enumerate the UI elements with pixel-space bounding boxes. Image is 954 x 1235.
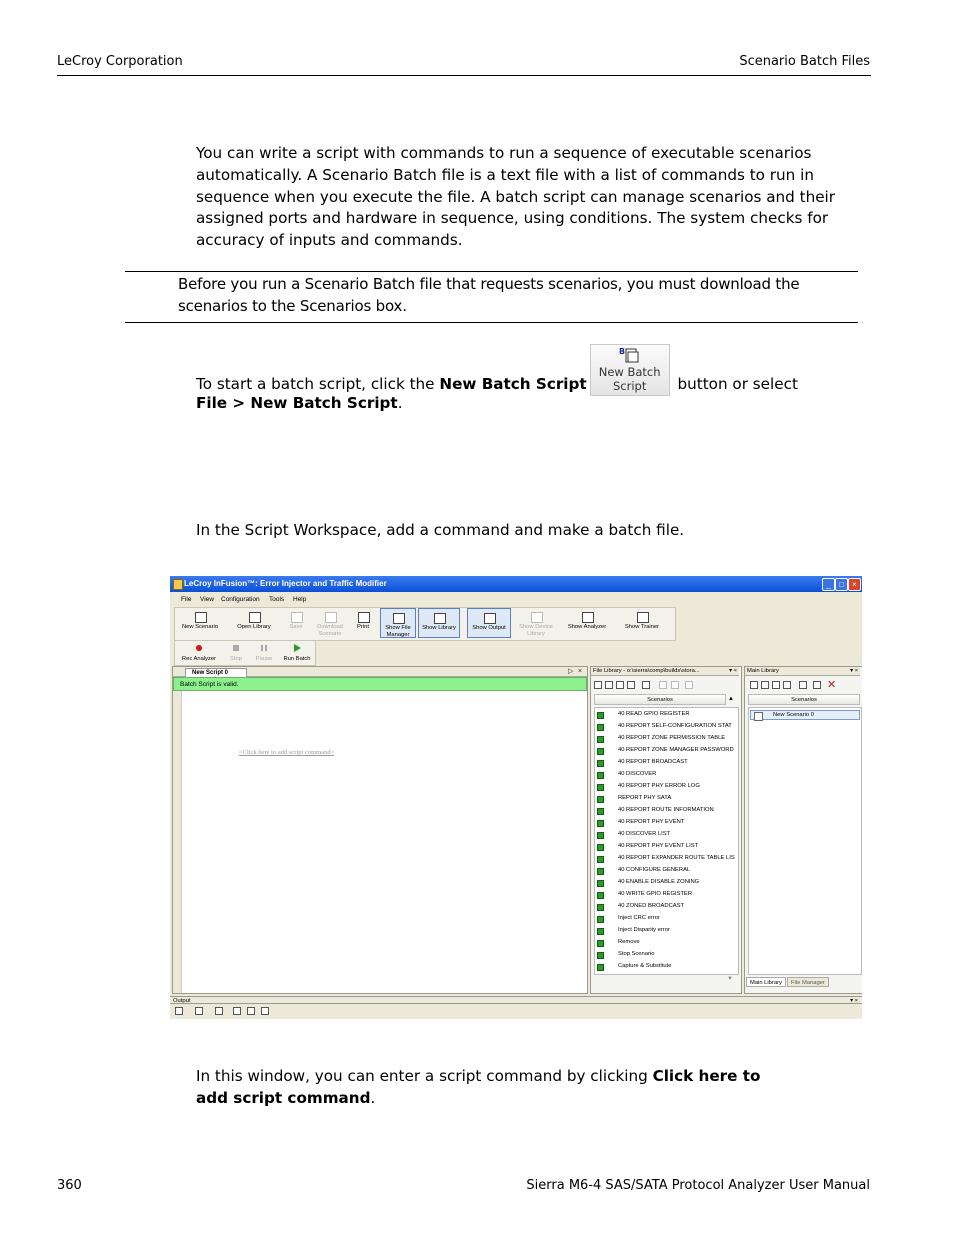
scroll-down-icon[interactable]: ▼: [727, 976, 733, 982]
scenario-icon: [597, 808, 604, 815]
main-library-close-icon[interactable]: ▾ ×: [850, 668, 858, 674]
save-icon[interactable]: [175, 1007, 183, 1015]
filter-icon[interactable]: [215, 1007, 223, 1015]
device-library-icon: [531, 612, 543, 623]
show-trainer-button[interactable]: [619, 608, 665, 638]
output-toolbar: [170, 1005, 862, 1017]
script-tab-row: [173, 667, 587, 677]
save-icon[interactable]: [605, 681, 613, 689]
new-scenario-icon: [195, 612, 207, 623]
tool-label: Rec Analyzer: [181, 656, 217, 662]
scenario-label: 40 REPORT ZONE MANAGER PASSWORD: [618, 747, 734, 753]
script-workspace: [172, 666, 588, 994]
print-button[interactable]: [351, 608, 375, 638]
tool-label: Show Library: [422, 625, 456, 631]
output-icon: [484, 613, 496, 624]
app-screenshot: [170, 576, 862, 1024]
copy-icon[interactable]: [813, 681, 821, 689]
tab-file-manager[interactable]: File Manager: [787, 977, 829, 987]
workspace-instruction: In the Script Workspace, add a command and make a batch file.: [196, 521, 685, 539]
scenario-label: 40 DISCOVER LIST: [618, 831, 671, 837]
tool-label: Show Output: [472, 625, 506, 631]
scenario-icon: [597, 964, 604, 971]
download-scenario-button[interactable]: [313, 608, 347, 638]
new-batch-script-button-image: [590, 344, 670, 396]
scenario-label: 40 REPORT SELF-CONFIGURATION STAT: [618, 723, 732, 729]
properties-icon[interactable]: [799, 681, 807, 689]
file-library-close-icon[interactable]: ▾ ×: [729, 668, 737, 674]
button-label-line2: Script: [612, 379, 647, 393]
scenario-list-item[interactable]: [595, 889, 738, 901]
scenario-label: 40 REPORT EXPANDER ROUTE TABLE LIS: [618, 855, 735, 861]
scenario-label: 40 ENABLE DISABLE ZONING: [618, 879, 700, 885]
play-icon: [294, 644, 301, 652]
start-button-name: New Batch Script: [439, 375, 587, 394]
tool-label: Run Batch: [283, 656, 311, 662]
stop-icon: [233, 645, 239, 651]
intro-paragraph: You can write a script with commands to run a sequence of executable scenarios automatically. A Scenario Batch file is a text file with a list of commands to run in sequence when you execute the file. A batch script can manage scenarios and their assigned ports and hardware in sequence, using conditions. The system checks for accuracy of inputs and commands.: [196, 144, 836, 250]
print-icon[interactable]: [195, 1007, 203, 1015]
scenario-list-item[interactable]: [595, 841, 738, 853]
download-icon: [325, 612, 337, 623]
button-label-line1: New Batch: [598, 365, 661, 379]
scenario-icon: [597, 940, 604, 947]
scenario-icon: [597, 832, 604, 839]
main-library-panel: [744, 666, 862, 994]
scenario-label: 40 REPORT PHY ERROR LOG: [618, 783, 700, 789]
scenario-list-item[interactable]: [595, 805, 738, 817]
manual-title: Sierra M6-4 SAS/SATA Protocol Analyzer User Manual: [526, 1178, 870, 1193]
tool-label: Stop: [230, 656, 242, 662]
scenario-list-item[interactable]: [595, 913, 738, 925]
scenario-icon: [597, 844, 604, 851]
editor-gutter: [173, 691, 182, 993]
library-icon: [434, 613, 446, 624]
save-button[interactable]: [283, 608, 309, 638]
scenario-icon: [597, 796, 604, 803]
tab-scroll-icon[interactable]: ▷: [568, 668, 574, 675]
batch-toolbar: [174, 640, 316, 666]
menu-tools[interactable]: Tools: [269, 596, 285, 603]
note-paragraph: Before you run a Scenario Batch file that requests scenarios, you must download the scenarios to the Scenarios box.: [178, 275, 800, 315]
scenario-icon: [597, 916, 604, 923]
scenario-list-item[interactable]: [595, 829, 738, 841]
menu-bar: [170, 593, 862, 605]
add-script-command-link[interactable]: <Click here to add script command>: [239, 749, 335, 756]
file-library-header: [591, 667, 739, 676]
scenario-icon: [597, 724, 604, 731]
show-analyzer-button[interactable]: [561, 608, 613, 638]
scenario-list-item[interactable]: [595, 865, 738, 877]
scenario-list-item[interactable]: [595, 877, 738, 889]
tool-label: Show Analyzer: [567, 624, 607, 630]
scenario-list-item[interactable]: [595, 757, 738, 769]
scenario-checkbox[interactable]: [754, 712, 763, 721]
note-bottom-rule: [125, 322, 858, 323]
scenario-list-item[interactable]: [595, 781, 738, 793]
delete-icon[interactable]: ✕: [827, 679, 837, 691]
scenario-label: Capture & Substitute: [618, 963, 672, 969]
new-icon[interactable]: [594, 681, 602, 689]
main-list-item[interactable]: [750, 710, 860, 720]
main-library-header: [745, 667, 860, 676]
scenario-icon: [597, 820, 604, 827]
window-text-end: .: [370, 1088, 376, 1107]
scenario-label: REPORT PHY SATA: [618, 795, 672, 801]
scenario-list-item[interactable]: [595, 949, 738, 961]
scenario-list-item[interactable]: [595, 793, 738, 805]
note-top-rule: [125, 271, 858, 272]
library-tabs: [745, 977, 862, 987]
scenario-list-item[interactable]: [595, 937, 738, 949]
menu-file[interactable]: File: [181, 596, 192, 603]
scenario-list-item[interactable]: [595, 817, 738, 829]
save-icon: [291, 612, 303, 623]
main-scenario-list: [748, 707, 862, 975]
scenario-icon: [597, 892, 604, 899]
tab-main-library[interactable]: Main Library: [746, 977, 786, 987]
scenarios-column-header[interactable]: Scenarios: [594, 694, 726, 705]
tab-new-script[interactable]: New Script 0: [185, 668, 247, 677]
header-rule: [57, 75, 871, 76]
scenario-list-item[interactable]: [595, 709, 738, 721]
scenario-label: Inject CRC error: [618, 915, 660, 921]
scenario-icon: [597, 772, 604, 779]
scenario-label: 40 READ GPIO REGISTER: [618, 711, 690, 717]
show-library-button[interactable]: [418, 608, 460, 638]
scenario-icon: [597, 904, 604, 911]
scenario-list-item[interactable]: [595, 853, 738, 865]
scenario-list-item[interactable]: [595, 721, 738, 733]
scenario-icon: [597, 952, 604, 959]
file-manager-icon: [393, 613, 405, 624]
tool-label: Print: [357, 624, 369, 630]
main-library-title: Main Library: [747, 668, 779, 674]
folder-icon[interactable]: [783, 681, 791, 689]
open-library-button[interactable]: [231, 608, 277, 638]
new-scenario-button[interactable]: [177, 608, 223, 638]
scenario-label: Remove: [618, 939, 640, 945]
clear-icon[interactable]: [247, 1007, 255, 1015]
svg-text:B: B: [618, 347, 625, 356]
scenario-list-item[interactable]: [595, 733, 738, 745]
app-titlebar: [170, 576, 862, 592]
validation-bar: [173, 677, 587, 691]
batch-script-icon: [619, 347, 639, 363]
output-panel-header: [170, 996, 862, 1004]
scenario-list: [594, 707, 739, 975]
scenario-label: 40 REPORT BROADCAST: [618, 759, 688, 765]
delete-icon[interactable]: [685, 681, 693, 689]
tab-close-icon[interactable]: ×: [578, 668, 583, 675]
start-text-before: To start a batch script, click the: [196, 375, 440, 394]
start-text-after: button or select: [672, 375, 798, 394]
new-icon[interactable]: [750, 681, 758, 689]
analyzer-icon: [582, 612, 594, 623]
tool-label: Open Library: [237, 624, 271, 630]
scenario-icon: [597, 880, 604, 887]
scenario-label: 40 REPORT ZONE PERMISSION TABLE: [618, 735, 726, 741]
copy-icon[interactable]: [233, 1007, 241, 1015]
header-section: Scenario Batch Files: [739, 54, 870, 69]
print-icon: [358, 612, 370, 623]
scenario-label: 40 ZONED BROADCAST: [618, 903, 685, 909]
scenario-list-item[interactable]: [595, 769, 738, 781]
scenario-label: 40 REPORT PHY EVENT: [618, 819, 685, 825]
main-item-label: New Scenario 0: [773, 712, 814, 718]
window-instruction: [196, 1066, 796, 1110]
scenario-icon: [597, 928, 604, 935]
edit-icon[interactable]: [659, 681, 667, 689]
show-file-manager-button[interactable]: [380, 608, 416, 638]
scenario-label: 40 WRITE GPIO REGISTER: [618, 891, 693, 897]
trainer-icon: [637, 612, 649, 623]
open-library-icon: [249, 612, 261, 623]
save-all-icon[interactable]: [772, 681, 780, 689]
tool-label: Show Trainer: [624, 624, 660, 630]
scenario-label: 40 CONFIGURE GENERAL: [618, 867, 691, 873]
tool-label: Show Device Library: [519, 624, 553, 637]
save-all-icon[interactable]: [616, 681, 624, 689]
scenario-label: Inject Disparity error: [618, 927, 670, 933]
properties-icon[interactable]: [642, 681, 650, 689]
close-icon[interactable]: ×: [848, 578, 861, 591]
copy-icon[interactable]: [671, 681, 679, 689]
window-text-bold: Click here to add script command: [196, 1067, 761, 1107]
scenario-label: 40 REPORT PHY EVENT LIST: [618, 843, 699, 849]
tool-label: Save: [289, 624, 303, 630]
scenario-label: 40 REPORT ROUTE INFORMATION: [618, 807, 714, 813]
main-scenarios-header[interactable]: Scenarios: [748, 694, 860, 705]
show-device-library-button[interactable]: [515, 608, 557, 638]
scenario-icon: [597, 868, 604, 875]
scenario-icon: [597, 712, 604, 719]
file-library-title: File Library - o:\sierra\comp\builds\stora...: [593, 668, 700, 674]
scenario-icon: [597, 760, 604, 767]
delete-icon[interactable]: [261, 1007, 269, 1015]
header-company: LeCroy Corporation: [57, 54, 183, 69]
show-output-button[interactable]: [467, 608, 511, 638]
app-logo-icon: [173, 579, 183, 590]
scenario-list-item[interactable]: [595, 961, 738, 973]
scenario-list-item[interactable]: [595, 925, 738, 937]
minimize-icon[interactable]: _: [822, 578, 835, 591]
window-text: In this window, you can enter a script command by clicking: [196, 1067, 653, 1085]
output-title: Output: [173, 998, 191, 1004]
tool-label: Show File Manager: [385, 625, 411, 638]
start-instruction: [196, 344, 876, 415]
pause-icon: [261, 645, 267, 651]
menu-view[interactable]: View: [200, 596, 214, 603]
scenario-icon: [597, 748, 604, 755]
scenario-list-item[interactable]: [595, 745, 738, 757]
scenario-icon: [597, 736, 604, 743]
scenario-icon: [597, 856, 604, 863]
scenario-list-item[interactable]: [595, 901, 738, 913]
scenario-label: 40 DISCOVER: [618, 771, 657, 777]
scenario-label: Stop Scenario: [618, 951, 655, 957]
scroll-up-icon[interactable]: ▲: [728, 696, 734, 702]
record-icon: [196, 645, 202, 651]
folder-icon[interactable]: [627, 681, 635, 689]
output-close-icon[interactable]: ▾ ×: [850, 998, 858, 1004]
tool-label: Pause: [255, 656, 273, 662]
menu-help[interactable]: Help: [293, 596, 307, 603]
menu-path: File > New Batch Script: [196, 394, 398, 412]
file-library-panel: [590, 666, 742, 994]
save-icon[interactable]: [761, 681, 769, 689]
scenario-icon: [597, 784, 604, 791]
main-toolbar: [174, 607, 676, 641]
validation-message: Batch Script is valid.: [180, 681, 239, 688]
tool-label: Download Scenario: [317, 624, 343, 637]
app-title: LeCroy InFusion™: Error Injector and Traffic Modifier: [184, 579, 387, 588]
start-period: .: [397, 394, 403, 412]
tool-label: New Scenario: [181, 624, 219, 630]
output-body: [170, 1019, 862, 1024]
menu-configuration[interactable]: Configuration: [221, 596, 260, 603]
page-number: 360: [57, 1178, 82, 1193]
maximize-icon[interactable]: □: [835, 578, 848, 591]
